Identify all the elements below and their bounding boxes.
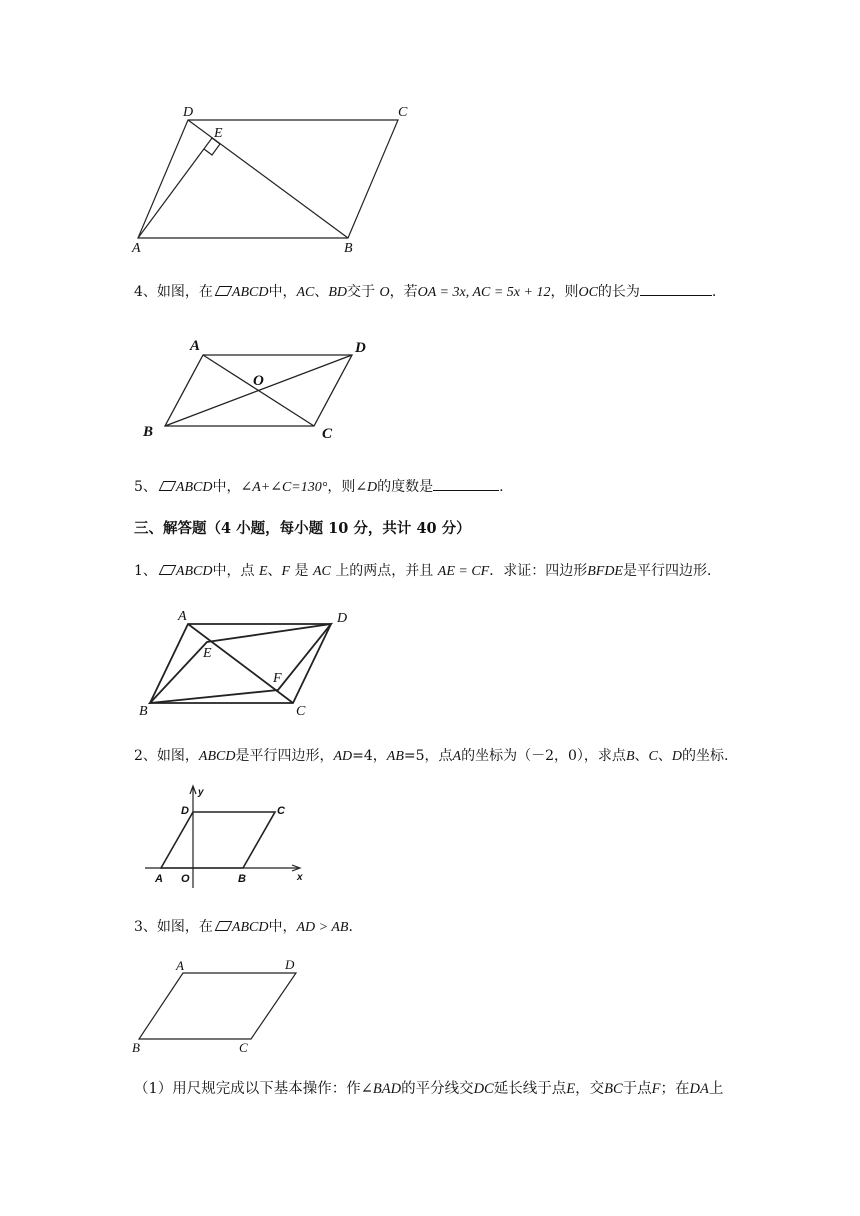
fig5-label-b: B	[132, 1040, 140, 1055]
fig1-diagonal-db	[188, 120, 348, 238]
question-5: 5、 ABCD中，∠A+∠C=130°，则∠D的度数是 .	[134, 479, 504, 495]
fig1-label-e: E	[214, 126, 223, 141]
q4-number: 4、	[134, 284, 157, 300]
fig4-parallelogram	[161, 812, 275, 868]
fig3-diagonal-ac	[188, 624, 293, 703]
fig4-label-b: B	[238, 873, 246, 885]
solve-question-3: 3、如图，在 ABCD中，AD > AB．	[134, 919, 363, 935]
fig5-label-d: D	[285, 957, 295, 972]
figure-parallelogram-bfde	[0, 600, 860, 720]
solve-question-3-part-1: （1）用尺规完成以下基本操作：作∠BAD的平分线交DC延长线于点E，交BC于点F；在DA上	[134, 1081, 724, 1097]
figure-coordinate-parallelogram	[0, 780, 860, 890]
fig2-label-d: D	[355, 340, 366, 356]
fig1-segment-ae	[138, 138, 212, 238]
fig1-label-b: B	[344, 241, 353, 256]
fig2-label-a: A	[190, 338, 201, 354]
q5-number: 5、	[134, 479, 157, 495]
fig2-label-o: O	[253, 373, 264, 389]
fig5-label-c: C	[239, 1040, 248, 1055]
question-4: 4、如图，在 ABCD中，AC、BD交于 O，若OA = 3x, AC = 5x + 12，则OC的长为 .	[134, 284, 717, 300]
fig4-label-d: D	[181, 805, 189, 817]
fig1-label-a: A	[132, 241, 141, 256]
fig1-label-c: C	[398, 105, 408, 120]
parallelogram-symbol	[215, 921, 233, 931]
q4-equation: OA = 3x, AC = 5x + 12	[417, 285, 551, 300]
figure-parallelogram-plain	[0, 950, 860, 1060]
q5-angle-sum: ∠A+∠C=130°	[240, 480, 328, 495]
fig4-label-y: y	[198, 787, 204, 798]
solve-question-2: 2、如图，ABCD是平行四边形，AD=4，AB=5，点A的坐标为（－2，0），求点B、C、D的坐标.	[134, 748, 729, 764]
fig3-label-f: F	[273, 671, 282, 686]
fig2-label-c: C	[322, 426, 333, 442]
q1-equation: AE = CF	[437, 564, 490, 579]
fig3-label-e: E	[203, 646, 212, 661]
fig5-label-a: A	[176, 958, 184, 973]
fig4-label-x: x	[297, 872, 303, 883]
q5-answer-blank[interactable]	[433, 478, 499, 491]
fig3-label-d: D	[337, 611, 348, 626]
fig5-parallelogram	[139, 973, 296, 1039]
parallelogram-symbol	[159, 565, 177, 575]
fig3-label-a: A	[178, 609, 187, 624]
q3-inequality: AD > AB	[296, 920, 349, 935]
fig3-label-b: B	[139, 704, 148, 719]
section-3-heading: 三、解答题（4 小题，每小题 10 分，共计 40 分）	[134, 520, 471, 537]
fig2-diagonal-bd	[165, 355, 352, 426]
fig4-label-o: O	[181, 873, 190, 885]
parallelogram-symbol	[159, 481, 177, 491]
fig2-label-b: B	[143, 424, 154, 440]
figure-parallelogram-diagonals	[0, 330, 860, 440]
fig1-label-d: D	[183, 105, 194, 120]
solve-question-1: 1、 ABCD中，点 E、F 是 AC 上的两点，并且 AE = CF．求证：四边形BFDE是平行四边形．	[134, 563, 721, 579]
q4-answer-blank[interactable]	[640, 283, 712, 296]
parallelogram-symbol	[215, 286, 233, 296]
fig4-label-a: A	[155, 873, 163, 885]
fig4-label-c: C	[277, 805, 285, 817]
fig3-label-c: C	[296, 704, 306, 719]
figure-parallelogram-ae-perpendicular	[0, 0, 860, 270]
